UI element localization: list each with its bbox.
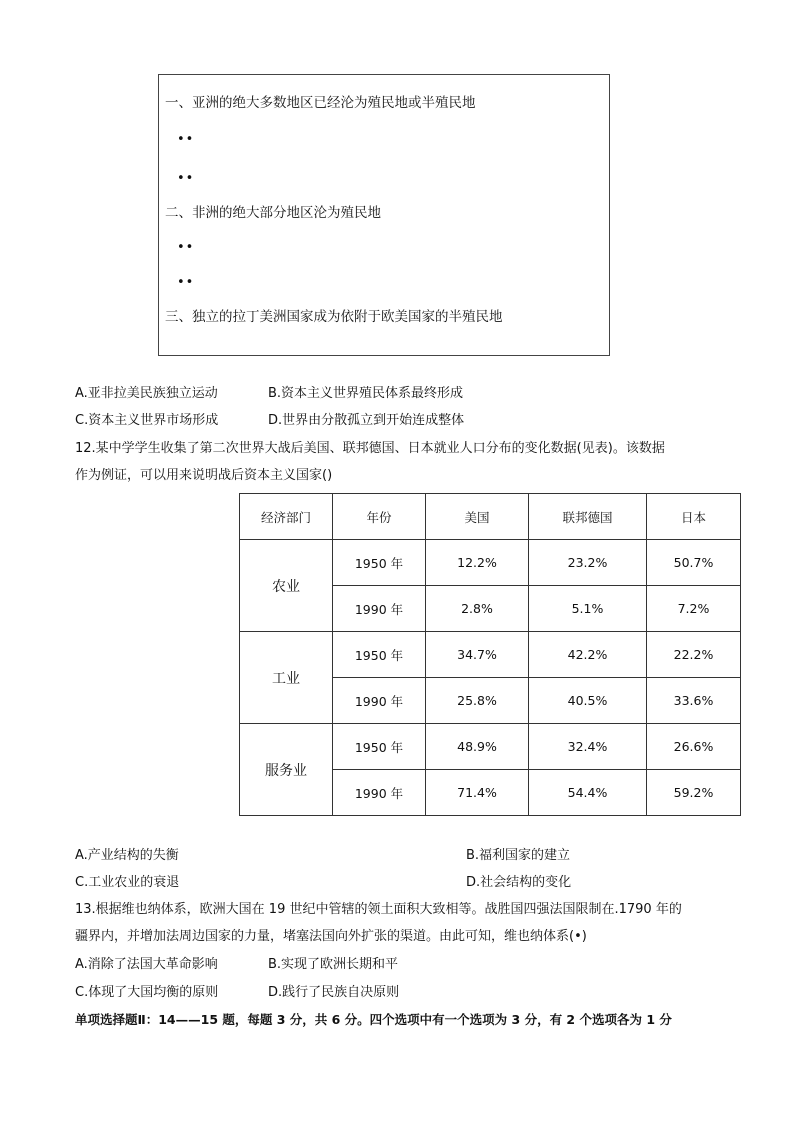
header-cell: 联邦德国	[529, 494, 647, 540]
value-cell: 2.8%	[426, 586, 529, 632]
value-cell: 33.6%	[647, 678, 741, 724]
q13-stem-line-1: 13.根据维也纳体系，欧洲大国在 19 世纪中管辖的领土面积大致相等。战胜国四强法国限制在.1790 年的	[75, 902, 682, 917]
sector-cell: 服务业	[240, 724, 333, 816]
q12-option-c: C.工业农业的衰退	[75, 875, 180, 890]
year-cell: 1950 年	[333, 632, 426, 678]
bullet-dots: ••	[177, 132, 195, 147]
box-line-1: 一、亚洲的绝大多数地区已经沦为殖民地或半殖民地	[165, 95, 476, 111]
q13-option-b: B.实现了欧洲长期和平	[268, 957, 399, 972]
employment-table	[239, 493, 741, 816]
box-line-2: 二、非洲的绝大部分地区沦为殖民地	[165, 205, 381, 221]
sector-cell: 农业	[240, 540, 333, 632]
year-cell: 1990 年	[333, 770, 426, 816]
sector-cell: 工业	[240, 632, 333, 724]
value-cell: 12.2%	[426, 540, 529, 586]
value-cell: 26.6%	[647, 724, 741, 770]
value-cell: 71.4%	[426, 770, 529, 816]
value-cell: 48.9%	[426, 724, 529, 770]
bullet-dots: ••	[177, 275, 195, 290]
q13-stem-line-2: 疆界内，并增加法周边国家的力量，堵塞法国向外扩张的渠道。由此可知，维也纳体系(•)	[75, 929, 587, 944]
q12-option-a: A.产业结构的失衡	[75, 848, 179, 863]
value-cell: 22.2%	[647, 632, 741, 678]
q12-option-b: B.福利国家的建立	[466, 848, 571, 863]
year-cell: 1990 年	[333, 586, 426, 632]
value-cell: 59.2%	[647, 770, 741, 816]
value-cell: 32.4%	[529, 724, 647, 770]
year-cell: 1990 年	[333, 678, 426, 724]
value-cell: 50.7%	[647, 540, 741, 586]
q11-option-d: D.世界由分散孤立到开始连成整体	[268, 413, 465, 428]
q13-option-c: C.体现了大国均衡的原则	[75, 985, 219, 1000]
value-cell: 23.2%	[529, 540, 647, 586]
summary-box	[158, 74, 610, 356]
header-cell: 日本	[647, 494, 741, 540]
value-cell: 7.2%	[647, 586, 741, 632]
table-row	[240, 632, 741, 678]
q11-option-b: B.资本主义世界殖民体系最终形成	[268, 386, 464, 401]
box-line-3: 三、独立的拉丁美洲国家成为依附于欧美国家的半殖民地	[165, 309, 503, 325]
q13-option-d: D.践行了民族自决原则	[268, 985, 400, 1000]
value-cell: 34.7%	[426, 632, 529, 678]
header-cell: 年份	[333, 494, 426, 540]
bullet-dots: ••	[177, 240, 195, 255]
table-row	[240, 724, 741, 770]
year-cell: 1950 年	[333, 540, 426, 586]
q11-option-a: A.亚非拉美民族独立运动	[75, 386, 218, 401]
table-row	[240, 540, 741, 586]
header-cell: 美国	[426, 494, 529, 540]
q13-option-a: A.消除了法国大革命影响	[75, 957, 218, 972]
header-cell: 经济部门	[240, 494, 333, 540]
value-cell: 54.4%	[529, 770, 647, 816]
section-heading: 单项选择题Ⅱ：14——15 题，每题 3 分，共 6 分。四个选项中有一个选项为 3 分，有 2 个选项各为 1 分	[75, 1012, 672, 1027]
value-cell: 25.8%	[426, 678, 529, 724]
value-cell: 5.1%	[529, 586, 647, 632]
q12-stem-line-1: 12.某中学学生收集了第二次世界大战后美国、联邦德国、日本就业人口分布的变化数据(见表)。该数据	[75, 441, 665, 456]
table-header-row	[240, 494, 741, 540]
q12-option-d: D.社会结构的变化	[466, 875, 572, 890]
bullet-dots: ••	[177, 171, 195, 186]
year-cell: 1950 年	[333, 724, 426, 770]
q11-option-c: C.资本主义世界市场形成	[75, 413, 219, 428]
value-cell: 42.2%	[529, 632, 647, 678]
value-cell: 40.5%	[529, 678, 647, 724]
q12-stem-line-2: 作为例证，可以用来说明战后资本主义国家()	[75, 468, 333, 483]
